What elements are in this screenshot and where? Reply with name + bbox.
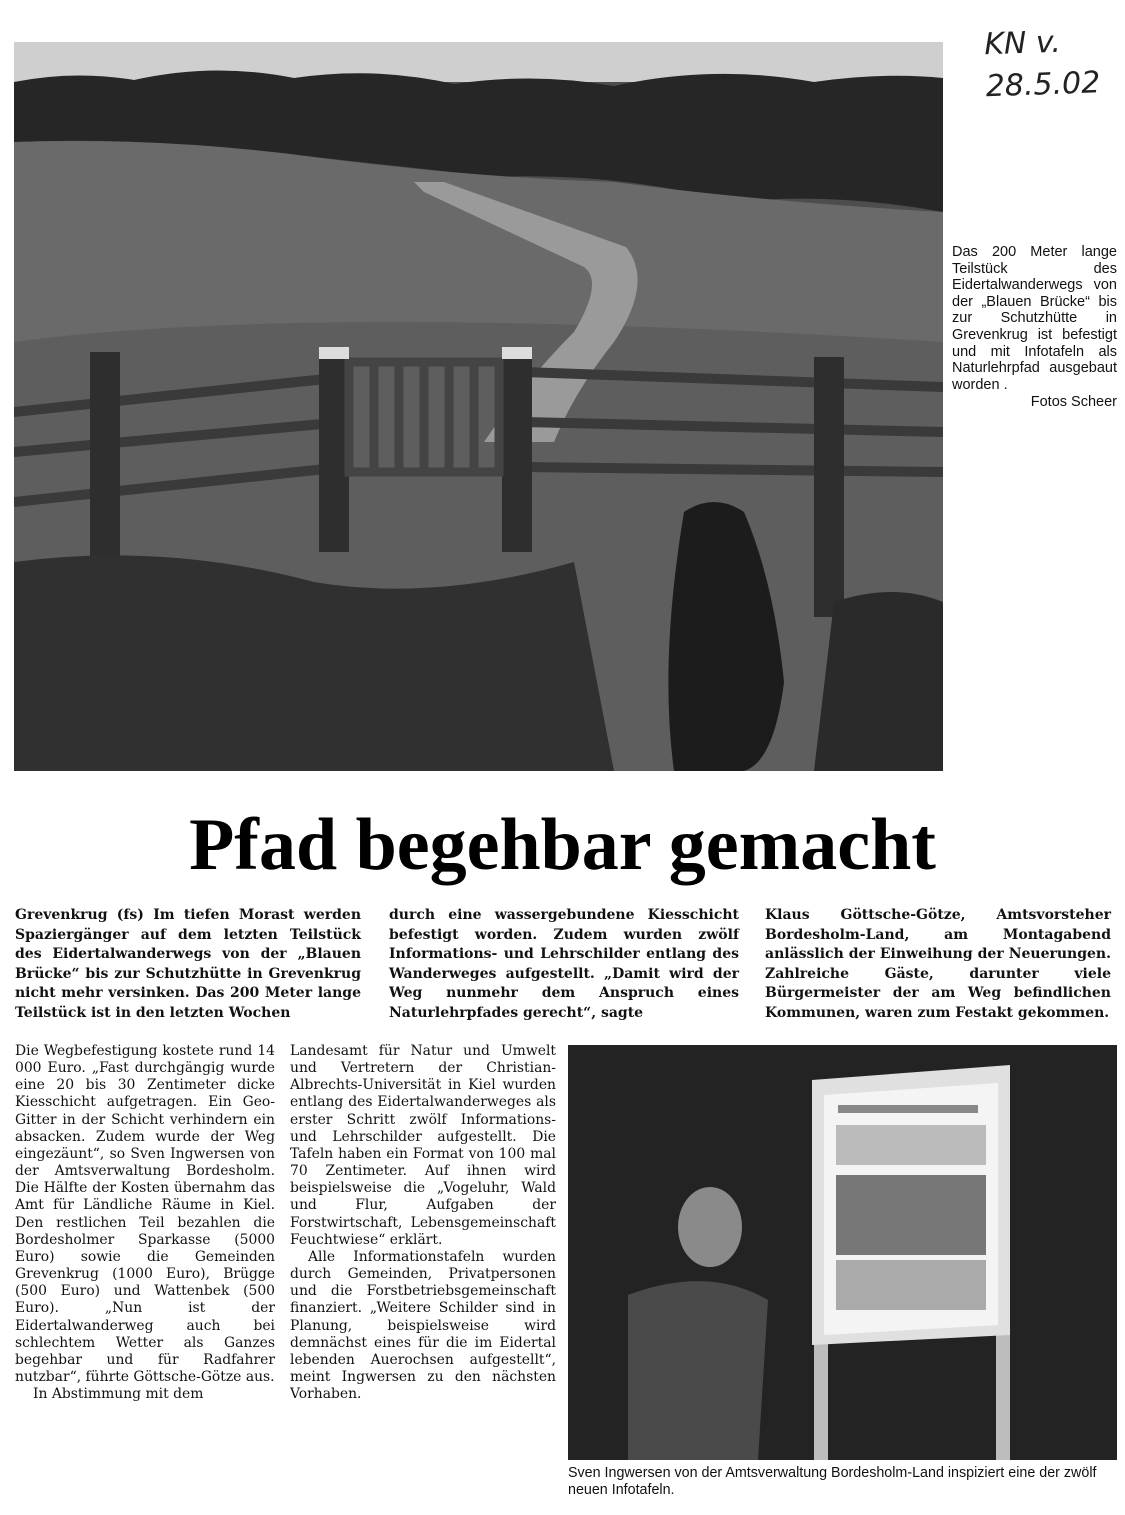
- body-paragraph: Alle Informationstafeln wurden durch Gemeinden, Privatpersonen und die Forstbetriebsgemeinschaft finanziert. „Weitere Schilder sind in Planung, beispielsweise wird demnächst eines für die im Eidertal lebenden Auerochsen aufgestellt“, meint Ingwersen zu den nächsten Vorhaben.: [290, 1248, 556, 1403]
- body-paragraph: In Abstimmung mit dem: [33, 1386, 204, 1403]
- lead-column-2: [389, 906, 739, 1024]
- body-paragraph: Landesamt für Natur und Umwelt und Vertretern der Christian-Albrechts-Universität in Kiel wurden entlang des Eidertalwanderweges als erster Schritt zwölf Informations- und Lehrschilder aufgestellt. Die Tafeln haben ein Format von 100 mal 70 Zentimeter. Auf ihnen wird beispielsweise die „Vogeluhr, Wald und Flur, Aufgaben der Forstwirtschaft, Lebensgemeinschaft Feuchtwiese“ erklärt.: [290, 1043, 556, 1248]
- top-photo: [14, 42, 943, 771]
- photo-credit: Fotos Scheer: [1030, 394, 1117, 411]
- handwritten-date-note: [984, 20, 1117, 108]
- top-photo-caption-text: Das 200 Meter lange Teilstück des Eidertalwanderwegs von der „Blauen Brücke“ bis zur Schutzhütte in Grevenkrug ist befestigt und mit Infotafeln als Naturlehrpfad ausgebaut worden .: [952, 244, 1117, 393]
- handwritten-note-line-2: 28.5.02: [985, 65, 1101, 105]
- body-paragraph: Die Wegbefestigung kostete rund 14 000 Euro. „Fast durchgängig wurde eine 20 bis 30 Zentimeter dicke Kiesschicht aufgetragen. Ein Geo-Gitter in der Schicht verhindern ein absacken. Zudem wurde der Weg eingezäunt“, so Sven Ingwersen von der Amtsverwaltung Bordesholm. Die Hälfte der Kosten übernahm das Amt für Ländliche Räume in Kiel. Den restlichen Teil bezahlen die Bordesholmer Sparkasse (5000 Euro) sowie die Gemeinden Grevenkrug (1000 Euro), Brügge (500 Euro) und Wattenbek (500 Euro). „Nun ist der Eidertalwanderweg auch bei schlechtem Wetter als Ganzes begehbar und für Radfahrer nutzbar“, führte Göttsche-Götze aus.: [15, 1043, 275, 1385]
- lead-text-1: Grevenkrug (fs) Im tiefen Morast werden Spaziergänger auf dem letzten Teilstück des Eidertalwanderwegs von der „Blauen Brücke“ bis zur Schutzhütte in Grevenkrug nicht mehr versinken. Das 200 Meter lange Teilstück ist in den letzten Wochen: [15, 907, 361, 1021]
- top-photo-caption: [952, 244, 1117, 411]
- lead-text-2: durch eine wassergebundene Kiesschicht befestigt worden. Zudem wurden zwölf Informations- und Lehrschilder entlang des Wanderweges aufgestellt. „Damit wird der Weg nunmehr dem Anspruch eines Naturlehrpfades gerecht“, sagte: [389, 907, 739, 1021]
- lead-column-1: [15, 906, 361, 1024]
- lead-column-3: [765, 906, 1111, 1024]
- handwritten-note-line-1: KN v.: [983, 24, 1062, 63]
- bottom-photo-caption: Sven Ingwersen von der Amtsverwaltung Bordesholm-Land inspiziert eine der zwölf neuen Infotafeln.: [568, 1465, 1097, 1498]
- body-column-2: [290, 1043, 556, 1403]
- headline: Pfad begehbar gemacht: [189, 804, 936, 886]
- body-column-1: [15, 1043, 275, 1403]
- lead-text-3: Klaus Göttsche-Götze, Amtsvorsteher Bordesholm-Land, am Montagabend anlässlich der Einweihung der Neuerungen. Zahlreiche Gäste, darunter viele Bürgermeister der am Weg befindlichen Kommunen, waren zum Festakt gekommen.: [765, 907, 1111, 1021]
- bottom-photo: [568, 1045, 1117, 1460]
